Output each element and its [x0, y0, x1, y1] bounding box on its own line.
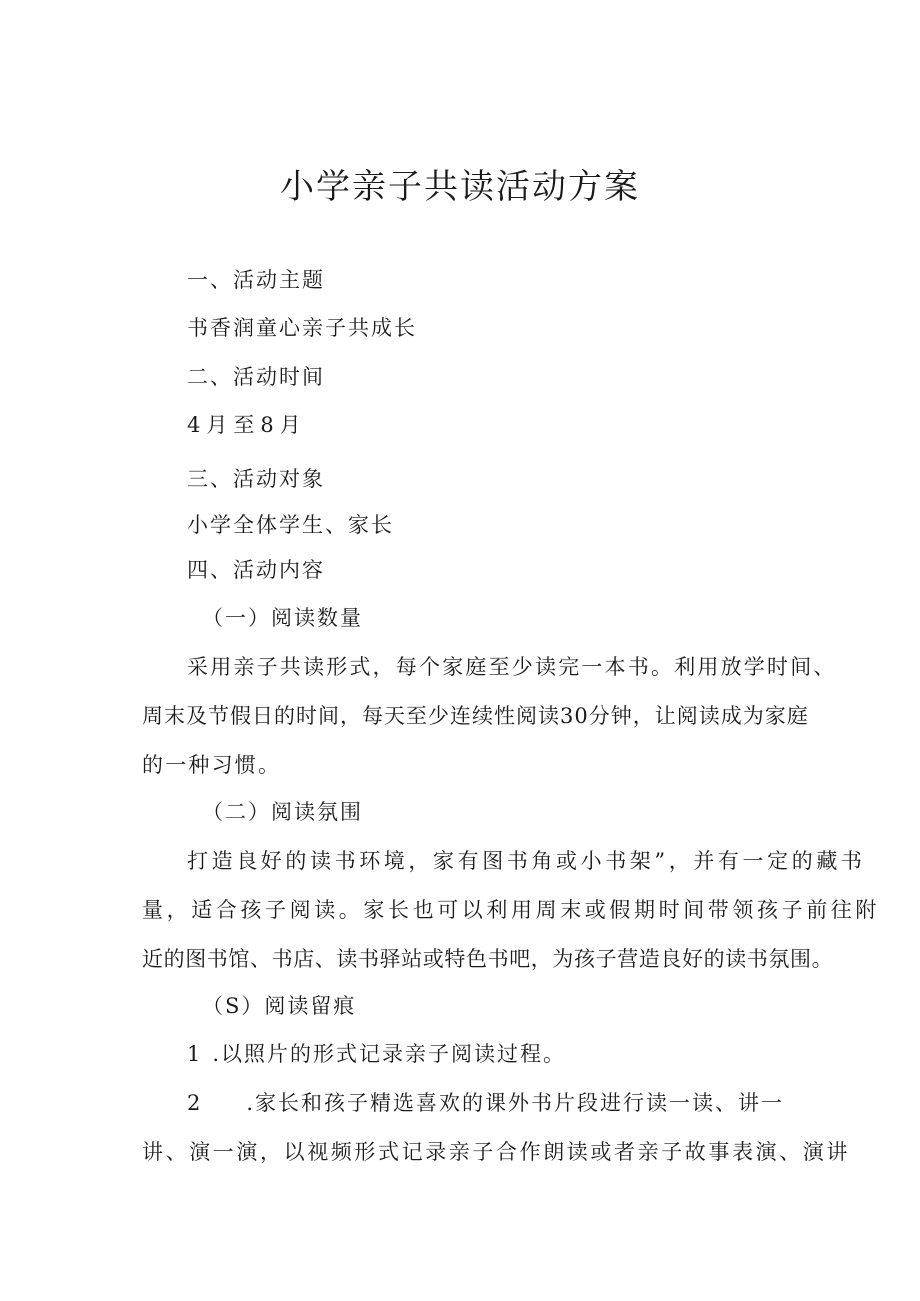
subsection-heading-trace: （S）阅读留痕: [202, 994, 357, 1018]
paragraph-line: 量，适合孩子阅读。家长也可以利用周末或假期时间带领孩子前往附: [142, 898, 880, 922]
list-item-text: .家长和孩子精选喜欢的课外书片段进行读一读、讲一: [246, 1091, 785, 1115]
list-item-number: 1: [187, 1042, 203, 1066]
paragraph-line: 打造良好的读书环境，家有图书角或小书架”，并有一定的藏书: [187, 849, 866, 873]
subsection-heading-atmosphere: （二）阅读氛围: [202, 800, 363, 824]
list-item: [187, 1088, 784, 1118]
paragraph-line: 的一种习惯。: [142, 753, 282, 777]
subsection-heading-quantity: （一）阅读数量: [202, 606, 363, 630]
section-content-audience: 小学全体学生、家长: [187, 513, 394, 537]
section-heading-content: 四、活动内容: [187, 558, 325, 582]
document-title: 小学亲子共读活动方案: [280, 167, 640, 207]
paragraph-line: 讲、演一演，以视频形式记录亲子合作朗读或者亲子故事表演、演讲: [142, 1140, 850, 1164]
list-item-number: 2: [187, 1091, 203, 1115]
paragraph-line: 近的图书馆、书店、读书驿站或特色书吧，为孩子营造良好的读书氛围。: [142, 947, 834, 971]
section-heading-theme: 一、活动主题: [187, 268, 325, 292]
section-heading-audience: 三、活动对象: [187, 467, 325, 491]
paragraph-line: 采用亲子共读形式，每个家庭至少读完一本书。利用放学时间、: [187, 655, 837, 679]
section-content-time: 4月至8月: [187, 413, 307, 437]
paragraph-line: 周末及节假日的时间，每天至少连续性阅读30分钟，让阅读成为家庭: [142, 704, 809, 728]
list-item-text: .以照片的形式记录亲子阅读过程。: [212, 1042, 567, 1066]
list-item: [187, 1039, 566, 1069]
section-content-theme: 书香润童心亲子共成长: [187, 316, 417, 340]
section-heading-time: 二、活动时间: [187, 365, 325, 389]
